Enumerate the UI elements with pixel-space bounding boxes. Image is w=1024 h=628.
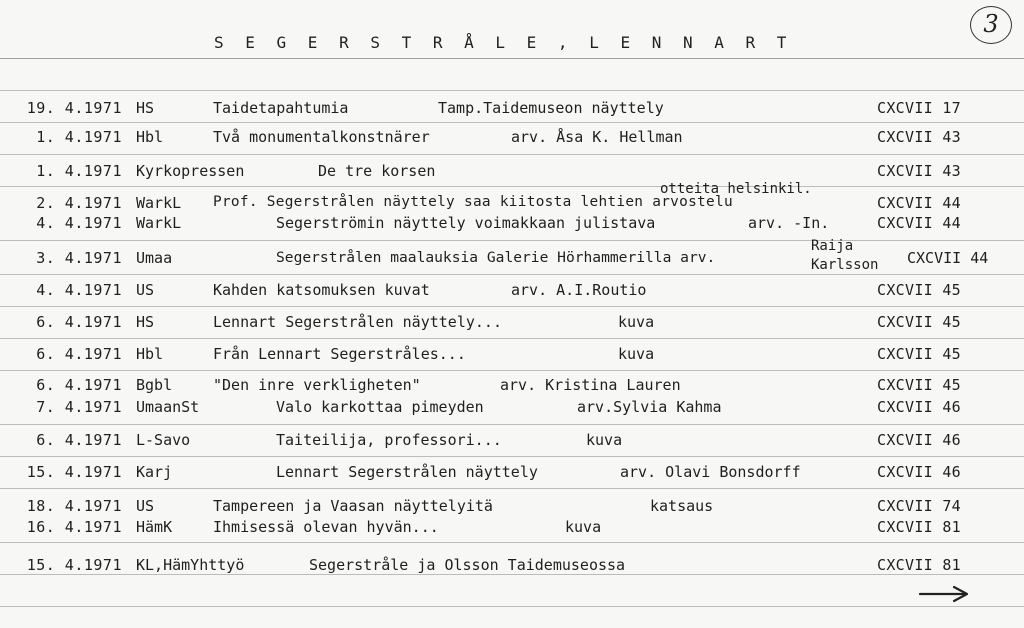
entry-title: Taiteilija, professori...: [276, 431, 502, 449]
list-item: [0, 128, 1024, 150]
entry-reference: CXCVII 43: [877, 162, 961, 180]
entry-source: Hbl: [136, 128, 164, 146]
entry-date: 4. 4.1971: [36, 214, 122, 232]
entry-title: "Den inre verkligheten": [213, 376, 421, 394]
entry-date: 16. 4.1971: [26, 518, 122, 536]
entry-title: Kahden katsomuksen kuvat: [213, 281, 430, 299]
entry-source: HS: [136, 99, 155, 117]
card-number-circle: 3: [970, 6, 1012, 44]
list-item: [0, 463, 1024, 485]
entry-title: Lennart Segerstrålen näyttely: [276, 463, 538, 481]
entry-note: arv. -In.: [748, 214, 830, 232]
ruled-line: [0, 306, 1024, 307]
entry-title: Ihmisessä olevan hyvän...: [213, 518, 439, 536]
entry-reference: CXCVII 45: [877, 376, 961, 394]
entry-note: arv. Åsa K. Hellman: [511, 128, 683, 146]
entry-note: kuva: [586, 431, 623, 449]
list-item: [0, 518, 1024, 540]
entry-date: 6. 4.1971: [36, 345, 122, 363]
entry-date: 4. 4.1971: [36, 281, 122, 299]
ruled-line: [0, 122, 1024, 123]
header-rule: [0, 58, 1024, 59]
entry-title: Tampereen ja Vaasan näyttelyitä: [213, 497, 493, 515]
ruled-line: [0, 542, 1024, 543]
card-header-name: S E G E R S T R Å L E , L E N N A R T: [214, 33, 793, 52]
ruled-line: [0, 90, 1024, 91]
entry-title: Lennart Segerstrålen näyttely...: [213, 313, 502, 331]
entry-reference: CXCVII 44: [877, 214, 961, 232]
ruled-line: [0, 186, 1024, 187]
entry-reference: CXCVII 17: [877, 99, 961, 117]
entry-reference: CXCVII 46: [877, 431, 961, 449]
entry-reference: CXCVII 46: [877, 398, 961, 416]
entry-note: Raija Karlsson: [811, 238, 879, 273]
entry-source: Kyrkopressen: [136, 162, 245, 180]
entry-title: De tre korsen: [318, 162, 436, 180]
entry-source: Karj: [136, 463, 173, 481]
entry-source: WarkL: [136, 214, 182, 232]
entry-note: kuva: [618, 345, 655, 363]
entry-source: KL,HämYhttyö: [136, 556, 245, 574]
list-item: [0, 556, 1024, 578]
entry-reference: CXCVII 46: [877, 463, 961, 481]
entry-date: 2. 4.1971: [36, 194, 122, 212]
list-item: [0, 398, 1024, 420]
entry-title: Två monumentalkonstnärer: [213, 128, 430, 146]
entry-reference: CXCVII 74: [877, 497, 961, 515]
ruled-line: [0, 606, 1024, 607]
list-item: [0, 214, 1024, 236]
entry-note: katsaus: [650, 497, 714, 515]
continue-arrow-icon: [918, 585, 970, 603]
entry-date: 19. 4.1971: [26, 99, 122, 117]
entry-title: Segerstrålen maalauksia Galerie Hörhammerilla arv.: [276, 249, 716, 266]
entry-source: L-Savo: [136, 431, 191, 449]
entry-title: Prof. Segerstrålen näyttely saa kiitosta lehtien arvostelu: [213, 194, 733, 210]
list-item: [0, 238, 1024, 273]
entry-title: Från Lennart Segerstråles...: [213, 345, 466, 363]
entry-reference: CXCVII 81: [877, 556, 961, 574]
entry-note: Tamp.Taidemuseon näyttely: [438, 99, 664, 117]
entry-date: 6. 4.1971: [36, 431, 122, 449]
entry-reference: CXCVII 81: [877, 518, 961, 536]
entry-note: arv.Sylvia Kahma: [577, 398, 722, 416]
entry-reference: CXCVII 45: [877, 313, 961, 331]
entry-date: 18. 4.1971: [26, 497, 122, 515]
entry-source: UmaanSt: [136, 398, 200, 416]
entry-date: 15. 4.1971: [26, 556, 122, 574]
list-item: [0, 281, 1024, 303]
list-item: [0, 376, 1024, 398]
entry-source: HS: [136, 313, 155, 331]
list-item: [0, 313, 1024, 335]
ruled-line: [0, 338, 1024, 339]
entry-source: Bgbl: [136, 376, 173, 394]
entry-title: Segerstråle ja Olsson Taidemuseossa: [309, 556, 626, 574]
entry-reference: CXCVII 44: [877, 194, 961, 212]
list-item: [0, 99, 1024, 121]
list-item: [0, 181, 1024, 216]
entry-date: 6. 4.1971: [36, 376, 122, 394]
ruled-line: [0, 424, 1024, 425]
ruled-line: [0, 456, 1024, 457]
list-item: [0, 497, 1024, 519]
entry-note: kuva: [618, 313, 655, 331]
entry-reference: CXCVII 43: [877, 128, 961, 146]
entry-date: 1. 4.1971: [36, 162, 122, 180]
entry-source: US: [136, 497, 155, 515]
entry-note: otteita helsinkil.: [660, 181, 812, 197]
entry-source: US: [136, 281, 155, 299]
entry-reference: CXCVII 45: [877, 281, 961, 299]
entry-date: 15. 4.1971: [26, 463, 122, 481]
entry-source: Umaa: [136, 249, 173, 267]
entry-reference: CXCVII 45: [877, 345, 961, 363]
entry-note: arv. Olavi Bonsdorff: [620, 463, 801, 481]
entry-source: HämK: [136, 518, 173, 536]
entry-source: WarkL: [136, 194, 182, 212]
entry-date: 6. 4.1971: [36, 313, 122, 331]
entry-date: 3. 4.1971: [36, 249, 122, 267]
list-item: [0, 431, 1024, 453]
entry-title: Valo karkottaa pimeyden: [276, 398, 484, 416]
entry-note: kuva: [565, 518, 602, 536]
list-item: [0, 162, 1024, 184]
entry-note: arv. Kristina Lauren: [500, 376, 681, 394]
entry-reference: CXCVII 44: [907, 249, 989, 267]
list-item: [0, 345, 1024, 367]
ruled-line: [0, 154, 1024, 155]
entry-title: Taidetapahtumia: [213, 99, 349, 117]
entry-title: Segerströmin näyttely voimakkaan julistava: [276, 214, 656, 232]
entry-date: 7. 4.1971: [36, 398, 122, 416]
ruled-line: [0, 488, 1024, 489]
entry-note: arv. A.I.Routio: [511, 281, 647, 299]
ruled-line: [0, 370, 1024, 371]
entry-source: Hbl: [136, 345, 164, 363]
entry-date: 1. 4.1971: [36, 128, 122, 146]
